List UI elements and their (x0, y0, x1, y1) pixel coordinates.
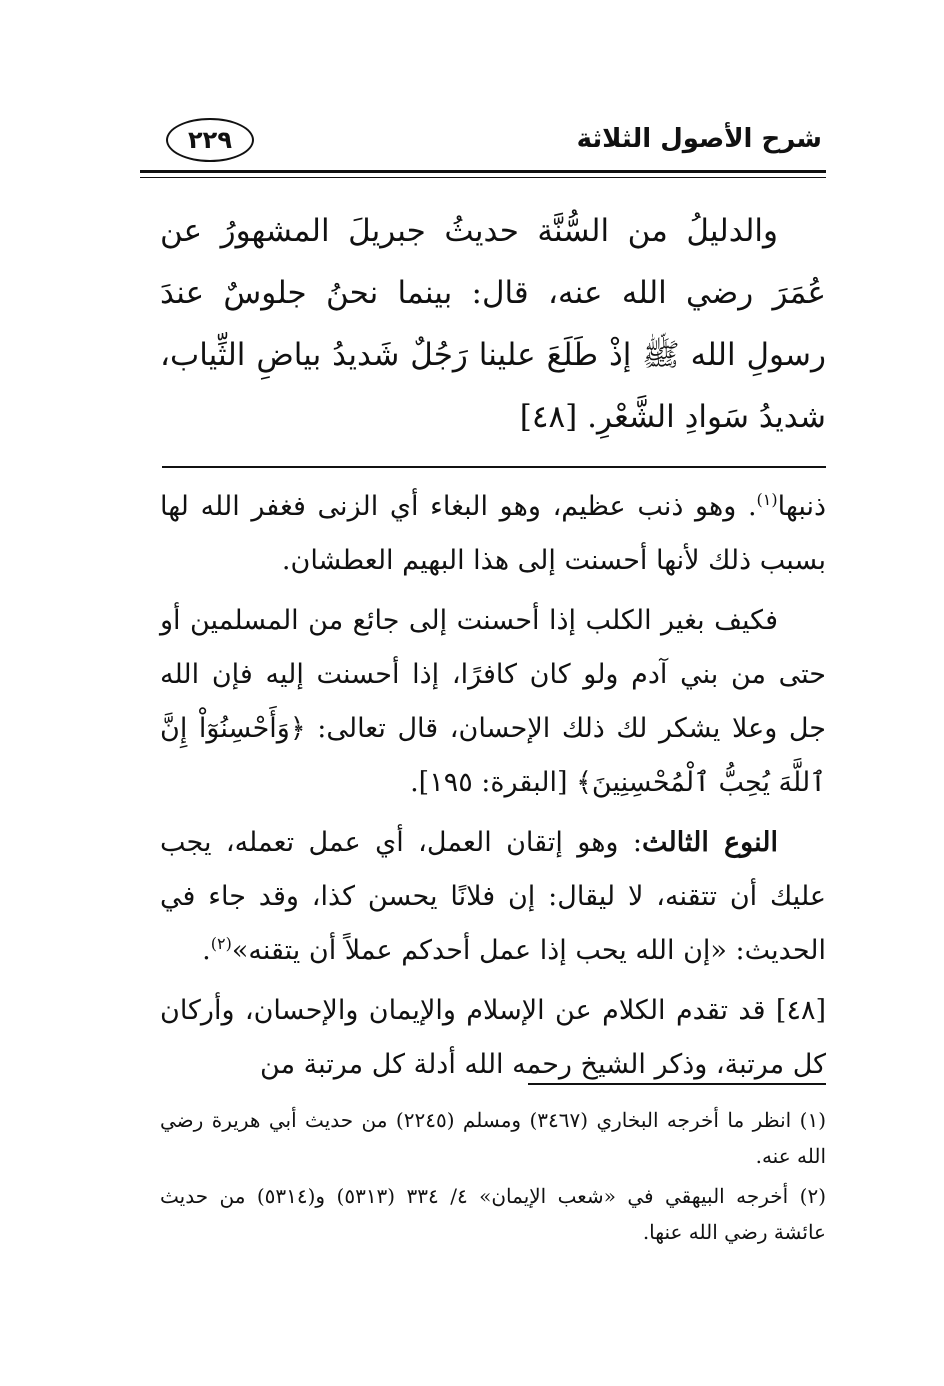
commentary-p3-heading: النوع الثالث (641, 827, 778, 858)
running-title: شرح الأصول الثلاثة (576, 124, 822, 154)
footnote-1: (١) انظر ما أخرجه البخاري (٣٤٦٧) ومسلم (٢٢٤٥) من حديث أبي هريرة رضي الله عنه. (160, 1108, 826, 1168)
footnotes-block (160, 1102, 826, 1254)
commentary-paragraph-3 (160, 816, 826, 978)
commentary-p3-text: : وهو إتقان العمل، أي عمل تعمله، يجب عليك أن تتقنه، لا ليقال: إن فلانًا يحسن كذا، وقد جاء في الحديث: «إن الله يحب إذا عمل أحدكم عملاً أن يتقنه» (160, 827, 826, 966)
commentary-paragraph-1 (160, 480, 826, 588)
commentary-paragraph-2 (160, 594, 826, 810)
page-number: ٢٢٩ (166, 118, 254, 162)
header-rule-thick (140, 170, 826, 173)
main-paragraph (160, 200, 826, 448)
commentary-paragraph-4 (160, 984, 826, 1092)
footnote-ref-1: (١) (756, 490, 778, 509)
main-paragraph-text: والدليلُ من السُّنَّة حديثُ جبريلَ المشهورُ عن عُمَرَ رضي الله عنه، قال: بينما نحنُ جلوسٌ عندَ رسولِ الله ﷺ إذْ طَلَعَ علينا رَجُلٌ شَديدُ بياضِ الثِّياب، شديدُ سَوادِ الشَّعْرِ. [٤٨] (160, 213, 826, 435)
commentary-p2-text: فكيف بغير الكلب إذا أحسنت إلى جائع من المسلمين أو حتى من بني آدم ولو كان كافرًا، إذا أحسنت إليه فإن الله جل وعلا يشكر لك ذلك الإحسان، قال تعالى: ﴿وَأَحْسِنُوٓاْ إِنَّ ٱللَّهَ يُحِبُّ ٱلْمُحْسِنِينَ﴾ [البقرة: ١٩٥]. (160, 605, 826, 798)
footnote-2: (٢) أخرجه البيهقي في «شعب الإيمان» ٤/ ٣٣٤ (٥٣١٣) و(٥٣١٤) من حديث عائشة رضي الله عنها. (160, 1184, 826, 1244)
footnote-separator (528, 1083, 826, 1085)
commentary-block (160, 480, 826, 1092)
page-header (140, 112, 826, 166)
commentary-p3-end: . (202, 935, 211, 966)
header-rule-thin (140, 177, 826, 178)
commentary-p4-text: [٤٨] قد تقدم الكلام عن الإسلام والإيمان والإحسان، وأركان كل مرتبة، وذكر الشيخ رحمه الله أدلة كل مرتبة من (160, 995, 826, 1080)
footnote-ref-2: (٢) (210, 934, 232, 953)
main-text-block (160, 200, 826, 448)
commentary-p1-rest: . وهو ذنب عظيم، وهو البغاء أي الزنى فغفر الله لها بسبب ذلك لأنها أحسنت إلى هذا البهيم العطشان. (160, 491, 826, 576)
text-commentary-separator (162, 466, 826, 468)
commentary-p1-text: ذنبها (777, 491, 826, 522)
